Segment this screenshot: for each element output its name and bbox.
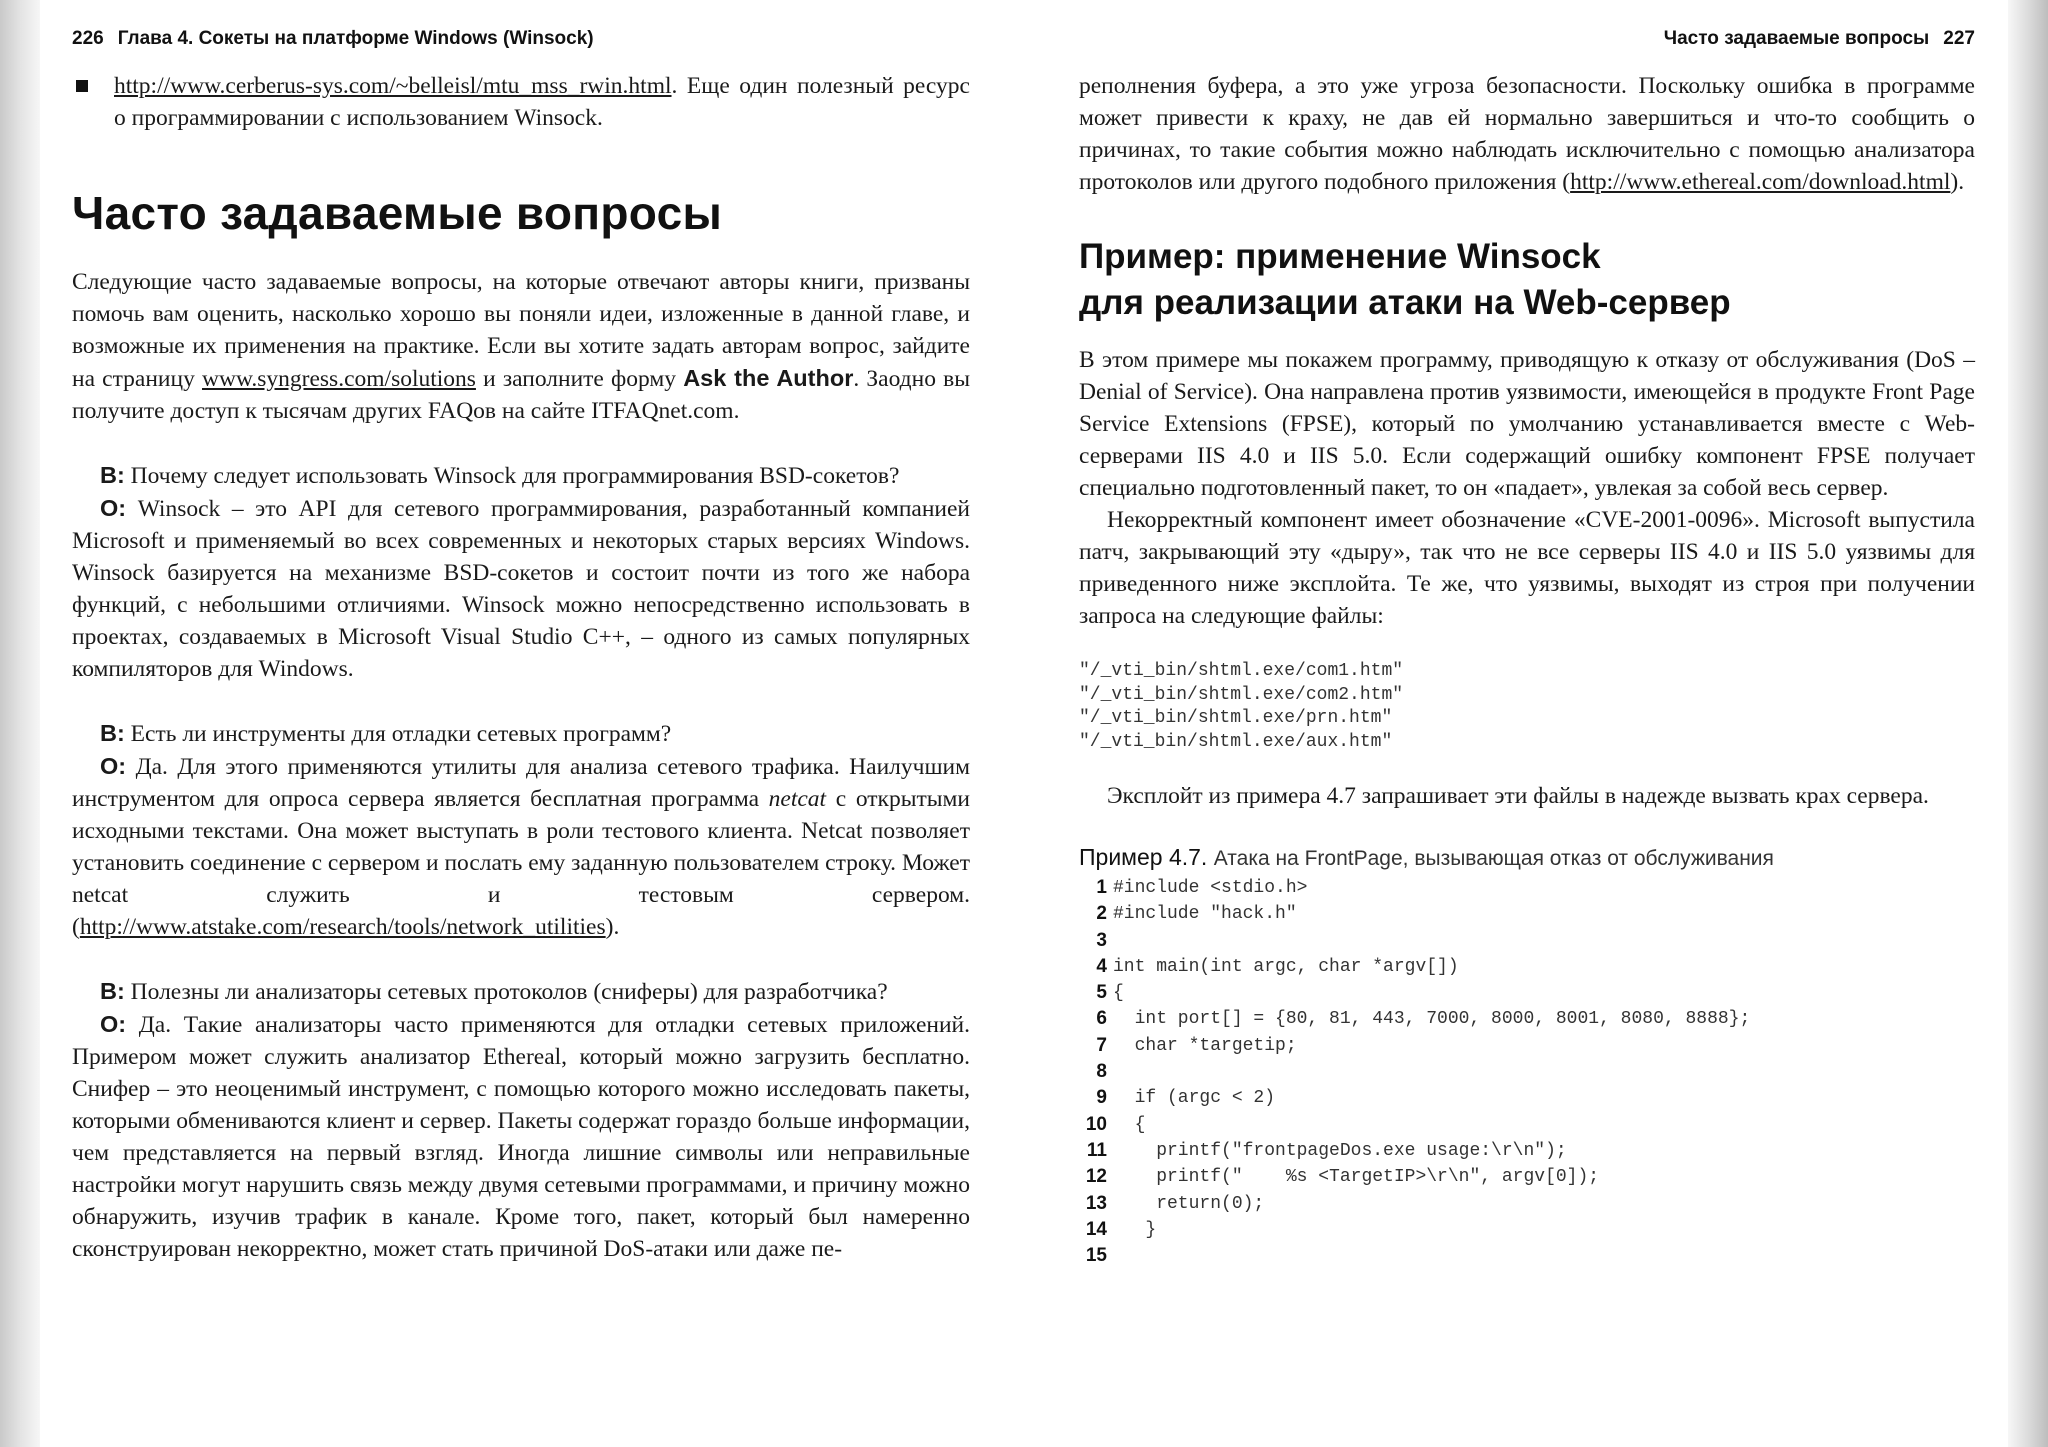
code-line: 9 if (argc < 2) bbox=[1096, 1087, 1276, 1109]
right-page-content bbox=[1079, 70, 1975, 1269]
left-page-edge bbox=[0, 0, 40, 1447]
code-line: 7 char *targetip; bbox=[1096, 1034, 1297, 1056]
netcat-italic: netcat bbox=[768, 786, 827, 812]
faq-item bbox=[72, 459, 970, 685]
left-page bbox=[72, 0, 970, 1447]
example-subsection-title: Пример: применение Winsock для реализации атаки на Web-сервер bbox=[1079, 237, 1731, 322]
ethereal-download-link[interactable]: http://www.ethereal.com/download.html bbox=[1570, 169, 1951, 195]
faq-section-title: Часто задаваемые вопросы bbox=[72, 187, 723, 239]
faq-answer: О: Да. Для этого применяются утилиты для анализа сетевого трафика. Наилучшим инструментом для опроса сервера является бесплатная программа netcat с открытыми исходными текстами. Она может выступать в роли тестового клиента. Netcat позволяет установить соединение с сервером и послать ему заданную пользователем строку. Может netcat служить и тестовым сервером. (http://www.atstake.com/research/tools/network_utilities). bbox=[72, 753, 971, 940]
resource-bullet bbox=[72, 70, 970, 134]
faq-question: В: Почему следует использовать Winsock для программирования BSD-сокетов? bbox=[100, 462, 900, 489]
right-page-number: 227 bbox=[1943, 28, 1975, 49]
faq-intro: Следующие часто задаваемые вопросы, на которые отвечают авторы книги, призваны помочь вам оценить, насколько хорошо вы поняли идеи, изложенные в данной главе, и возможные их применения на практике. Если вы хотите задать авторам вопрос, зайдите на страницу www.syngress.com/solutions и заполните форму Ask the Author. Заодно вы получите доступ к тысячам других FAQов на сайте ITFAQnet.com. bbox=[72, 269, 970, 424]
cerberus-link[interactable]: http://www.cerberus-sys.com/~belleisl/mtu_mss_rwin.html bbox=[114, 73, 672, 99]
code-line: 4 int main(int argc, char *argv[]) bbox=[1096, 955, 1459, 977]
continuation-paragraph: реполнения буфера, а это уже угроза безопасности. Поскольку ошибка в программе может привести к краху, не дав ей нормально завершиться и что-то сообщить о причинах, то такие события можно наблюдать исключительно с помощью анализатора протоколов или другого подобного приложения (http://www.ethereal.com/download.html). bbox=[1079, 73, 1975, 195]
cve-paragraph: Некорректный компонент имеет обозначение «CVE-2001-0096». Microsoft выпустила патч, закрывающий эту «дыру», так что не все серверы IIS 4.0 и IIS 5.0 уязвимы для приведенного ниже эксплойта. Те же, что уязвимы, выходят из строя при получении запроса на следующие файлы: bbox=[1079, 507, 1975, 629]
syngress-solutions-link[interactable]: www.syngress.com/solutions bbox=[202, 366, 476, 392]
right-running-head bbox=[1079, 28, 1975, 50]
path-line: "/_vti_bin/shtml.exe/com1.htm" bbox=[1079, 661, 1404, 681]
code-line: 2 #include "hack.h" bbox=[1096, 903, 1297, 925]
right-page-edge bbox=[2008, 0, 2048, 1447]
example-label: Пример 4.7. bbox=[1079, 844, 1208, 870]
faq-question: В: Есть ли инструменты для отладки сетевых программ? bbox=[100, 720, 672, 747]
left-header-title: Глава 4. Сокеты на платформе Windows (Winsock) bbox=[117, 28, 594, 49]
faq-item bbox=[72, 717, 970, 943]
code-listing bbox=[1079, 875, 1975, 1269]
example-title: Атака на FrontPage, вызывающая отказ от обслуживания bbox=[1213, 847, 1774, 870]
code-line: 10 { bbox=[1085, 1113, 1146, 1135]
example-caption bbox=[1079, 844, 1975, 871]
faq-question: В: Полезны ли анализаторы сетевых протоколов (сниферы) для разработчика? bbox=[100, 978, 888, 1005]
code-line: 8 bbox=[1096, 1061, 1107, 1083]
exploit-paragraph: Эксплойт из примера 4.7 запрашивает эти файлы в надежде вызвать крах сервера. bbox=[1107, 783, 1929, 809]
faq-answer: О: Да. Такие анализаторы часто применяются для отладки сетевых приложений. Примером может служить анализатор Ethereal, который можно загрузить бесплатно. Снифер – это неоценимый инструмент, с помощью которого можно исследовать пакеты, которыми обмениваются клиент и сервер. Пакеты содержат гораздо больше информации, чем представляется на первый взгляд. Иногда лишние символы или неправильные настройки могут нарушить связь между двумя сетевыми программами, и причину можно обнаружить, изучив трафик в канале. Кроме того, пакет, который был намеренно сконструирован некорректно, может стать причиной DoS-атаки или даже пе- bbox=[72, 1011, 971, 1262]
code-line: 13 return(0); bbox=[1085, 1192, 1265, 1214]
resource-bullet-text: http://www.cerberus-sys.com/~belleisl/mtu_mss_rwin.html. Еще один полезный ресурс о программировании с использованием Winsock. bbox=[114, 73, 970, 131]
left-page-number: 226 bbox=[72, 28, 104, 49]
code-line: 1 #include <stdio.h> bbox=[1096, 877, 1308, 898]
atstake-link[interactable]: http://www.atstake.com/research/tools/network_utilities bbox=[79, 914, 606, 940]
code-line: 5 { bbox=[1096, 982, 1124, 1004]
path-line: "/_vti_bin/shtml.exe/prn.htm" bbox=[1079, 708, 1393, 728]
faq-item bbox=[72, 975, 970, 1265]
path-line: "/_vti_bin/shtml.exe/com2.htm" bbox=[1079, 684, 1404, 705]
code-line: 6 int port[] = {80, 81, 443, 7000, 8000, 8001, 8080, 8888}; bbox=[1096, 1008, 1751, 1030]
right-header-title: Часто задаваемые вопросы bbox=[1663, 28, 1930, 49]
right-page bbox=[1079, 0, 1975, 1447]
code-line: 3 bbox=[1096, 929, 1107, 951]
code-line: 15 bbox=[1085, 1245, 1107, 1267]
code-line: 12 printf(" %s <TargetIP>\r\n", argv[0]); bbox=[1085, 1166, 1600, 1188]
faq-answer: О: Winsock – это API для сетевого программирования, разработанный компанией Microsoft и применяемый во всех современных и некоторых старых версиях Windows. Winsock базируется на механизме BSD-сокетов и состоит почти из того же набора функций, с небольшими отличиями. Winsock можно непосредственно использовать в проектах, создаваемых в Microsoft Visual Studio C++, – одного из самых популярных компиляторов для Windows. bbox=[72, 495, 970, 682]
left-running-head bbox=[72, 28, 970, 50]
code-line: 14 } bbox=[1085, 1218, 1157, 1240]
dos-intro-paragraph: В этом примере мы покажем программу, приводящую к отказу от обслуживания (DoS – Denial of Service). Она направлена против уязвимости, имеющейся в продукте Front Page Service Extensions (FPSE), который по умолчанию устанавливается вместе с Web-серверами IIS 4.0 и IIS 5.0. Если содержащий ошибку компонент FPSE получает специально подготовленный пакет, то он «падает», увлекая за собой весь сервер. bbox=[1079, 347, 1975, 501]
square-bullet-icon bbox=[76, 80, 88, 92]
code-line: 11 printf("frontpageDos.exe usage:\r\n"); bbox=[1086, 1139, 1567, 1161]
ask-the-author-label: Ask the Author bbox=[683, 365, 854, 391]
path-line: "/_vti_bin/shtml.exe/aux.htm" bbox=[1079, 731, 1393, 752]
left-page-content bbox=[72, 70, 970, 1265]
vulnerable-paths-list bbox=[1079, 660, 1975, 754]
